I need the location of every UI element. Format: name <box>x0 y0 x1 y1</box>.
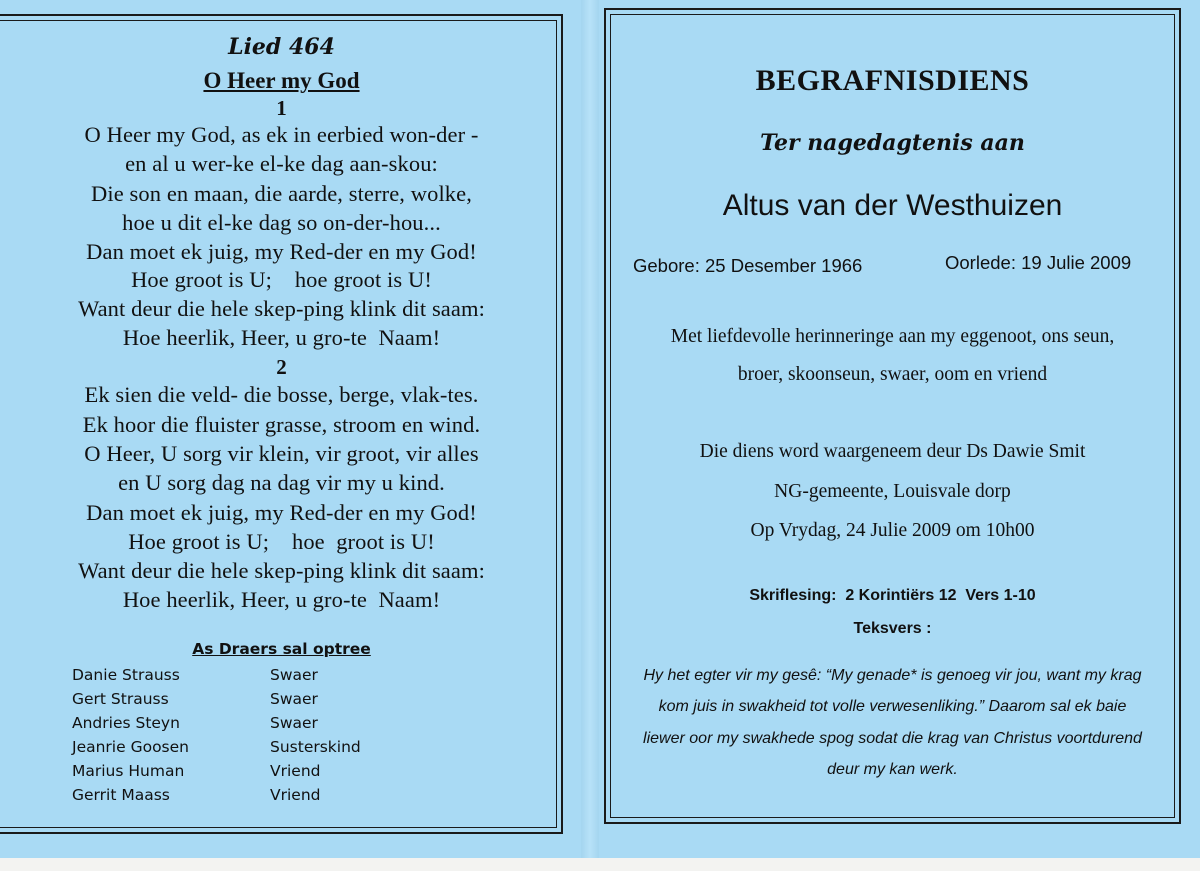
bearer-name: Gerrit Maass <box>72 786 170 804</box>
bearer-name: Gert Strauss <box>72 690 169 708</box>
service-title: BEGRAFNISDIENS <box>755 64 1030 97</box>
hymn-title: O Heer my God <box>203 68 360 93</box>
hymn-number: Lied 464 <box>228 34 335 60</box>
lyric-line: Die son en maan, die aarde, sterre, wolke, <box>91 181 472 206</box>
lyric-line: O Heer my God, as ek in eerbied won-der - <box>84 122 479 147</box>
center-fold <box>581 0 599 858</box>
service-detail-line: Die diens word waargeneem deur Ds Dawie Smit <box>699 441 1086 462</box>
scripture-verse-line: deur my kan werk. <box>827 761 958 778</box>
bearer-relation: Susterskind <box>270 738 361 756</box>
lyric-line: Hoe groot is U; hoe groot is U! <box>131 267 432 292</box>
lyric-line: Hoe heerlik, Heer, u gro-te Naam! <box>122 325 441 350</box>
bearer-relation: Swaer <box>270 690 318 708</box>
lyric-line: Hoe groot is U; hoe groot is U! <box>128 529 435 554</box>
memorial-line: Ter nagedagtenis aan <box>760 130 1025 156</box>
bearer-relation: Swaer <box>270 666 318 684</box>
death-date: Oorlede: 19 Julie 2009 <box>945 252 1132 273</box>
lyric-line: Ek hoor die fluister grasse, stroom en wind. <box>82 412 481 437</box>
tribute-line: Met liefdevolle herinneringe aan my eggenoot, ons seun, <box>670 326 1115 347</box>
bearer-name: Andries Steyn <box>72 714 180 732</box>
bearer-relation: Vriend <box>270 786 321 804</box>
bearer-name: Danie Strauss <box>72 666 180 684</box>
tribute-line: broer, skoonseun, swaer, oom en vriend <box>737 364 1048 385</box>
lyric-line: Want deur die hele skep-ping klink dit saam: <box>78 558 485 583</box>
text-verse-label: Teksvers : <box>853 620 932 637</box>
service-detail-line: Op Vrydag, 24 Julie 2009 om 10h00 <box>750 520 1035 541</box>
scripture-verse-line: Hy het egter vir my gesê: “My genade* is genoeg vir jou, want my krag <box>643 667 1142 684</box>
bearers-heading: As Draers sal optree <box>192 640 371 658</box>
verse-2-number: 2 <box>276 355 287 379</box>
bearer-name: Marius Human <box>72 762 185 780</box>
lyric-line: hoe u dit el-ke dag so on-der-hou... <box>122 210 441 235</box>
scripture-reading: Skriflesing: 2 Korintiërs 12 Vers 1-10 <box>749 587 1036 604</box>
verse-1-number: 1 <box>276 96 287 120</box>
bearer-relation: Swaer <box>270 714 318 732</box>
deceased-name: Altus van der Westhuizen <box>722 189 1063 222</box>
lyric-line: Hoe heerlik, Heer, u gro-te Naam! <box>122 587 441 612</box>
lyric-line: Want deur die hele skep-ping klink dit saam: <box>78 296 485 321</box>
service-detail-line: NG-gemeente, Louisvale dorp <box>774 481 1011 502</box>
lyric-line: O Heer, U sorg vir klein, vir groot, vir alles <box>84 441 479 466</box>
lyric-line: Dan moet ek juig, my Red-der en my God! <box>86 239 477 264</box>
bearer-relation: Vriend <box>270 762 321 780</box>
lyric-line: Ek sien die veld- die bosse, berge, vlak-tes. <box>84 382 479 407</box>
lyric-line: Dan moet ek juig, my Red-der en my God! <box>86 500 477 525</box>
scripture-verse-line: kom juis in swakheid tot volle verwesenliking.” Daarom sal ek baie <box>658 698 1127 715</box>
lyric-line: en U sorg dag na dag vir my u kind. <box>118 470 445 495</box>
scripture-verse-line: liewer oor my swakhede spog sodat die krag van Christus voortdurend <box>643 730 1142 747</box>
bearer-name: Jeanrie Goosen <box>72 738 189 756</box>
lyric-line: en al u wer-ke el-ke dag aan-skou: <box>125 151 438 176</box>
birth-date: Gebore: 25 Desember 1966 <box>633 255 863 276</box>
